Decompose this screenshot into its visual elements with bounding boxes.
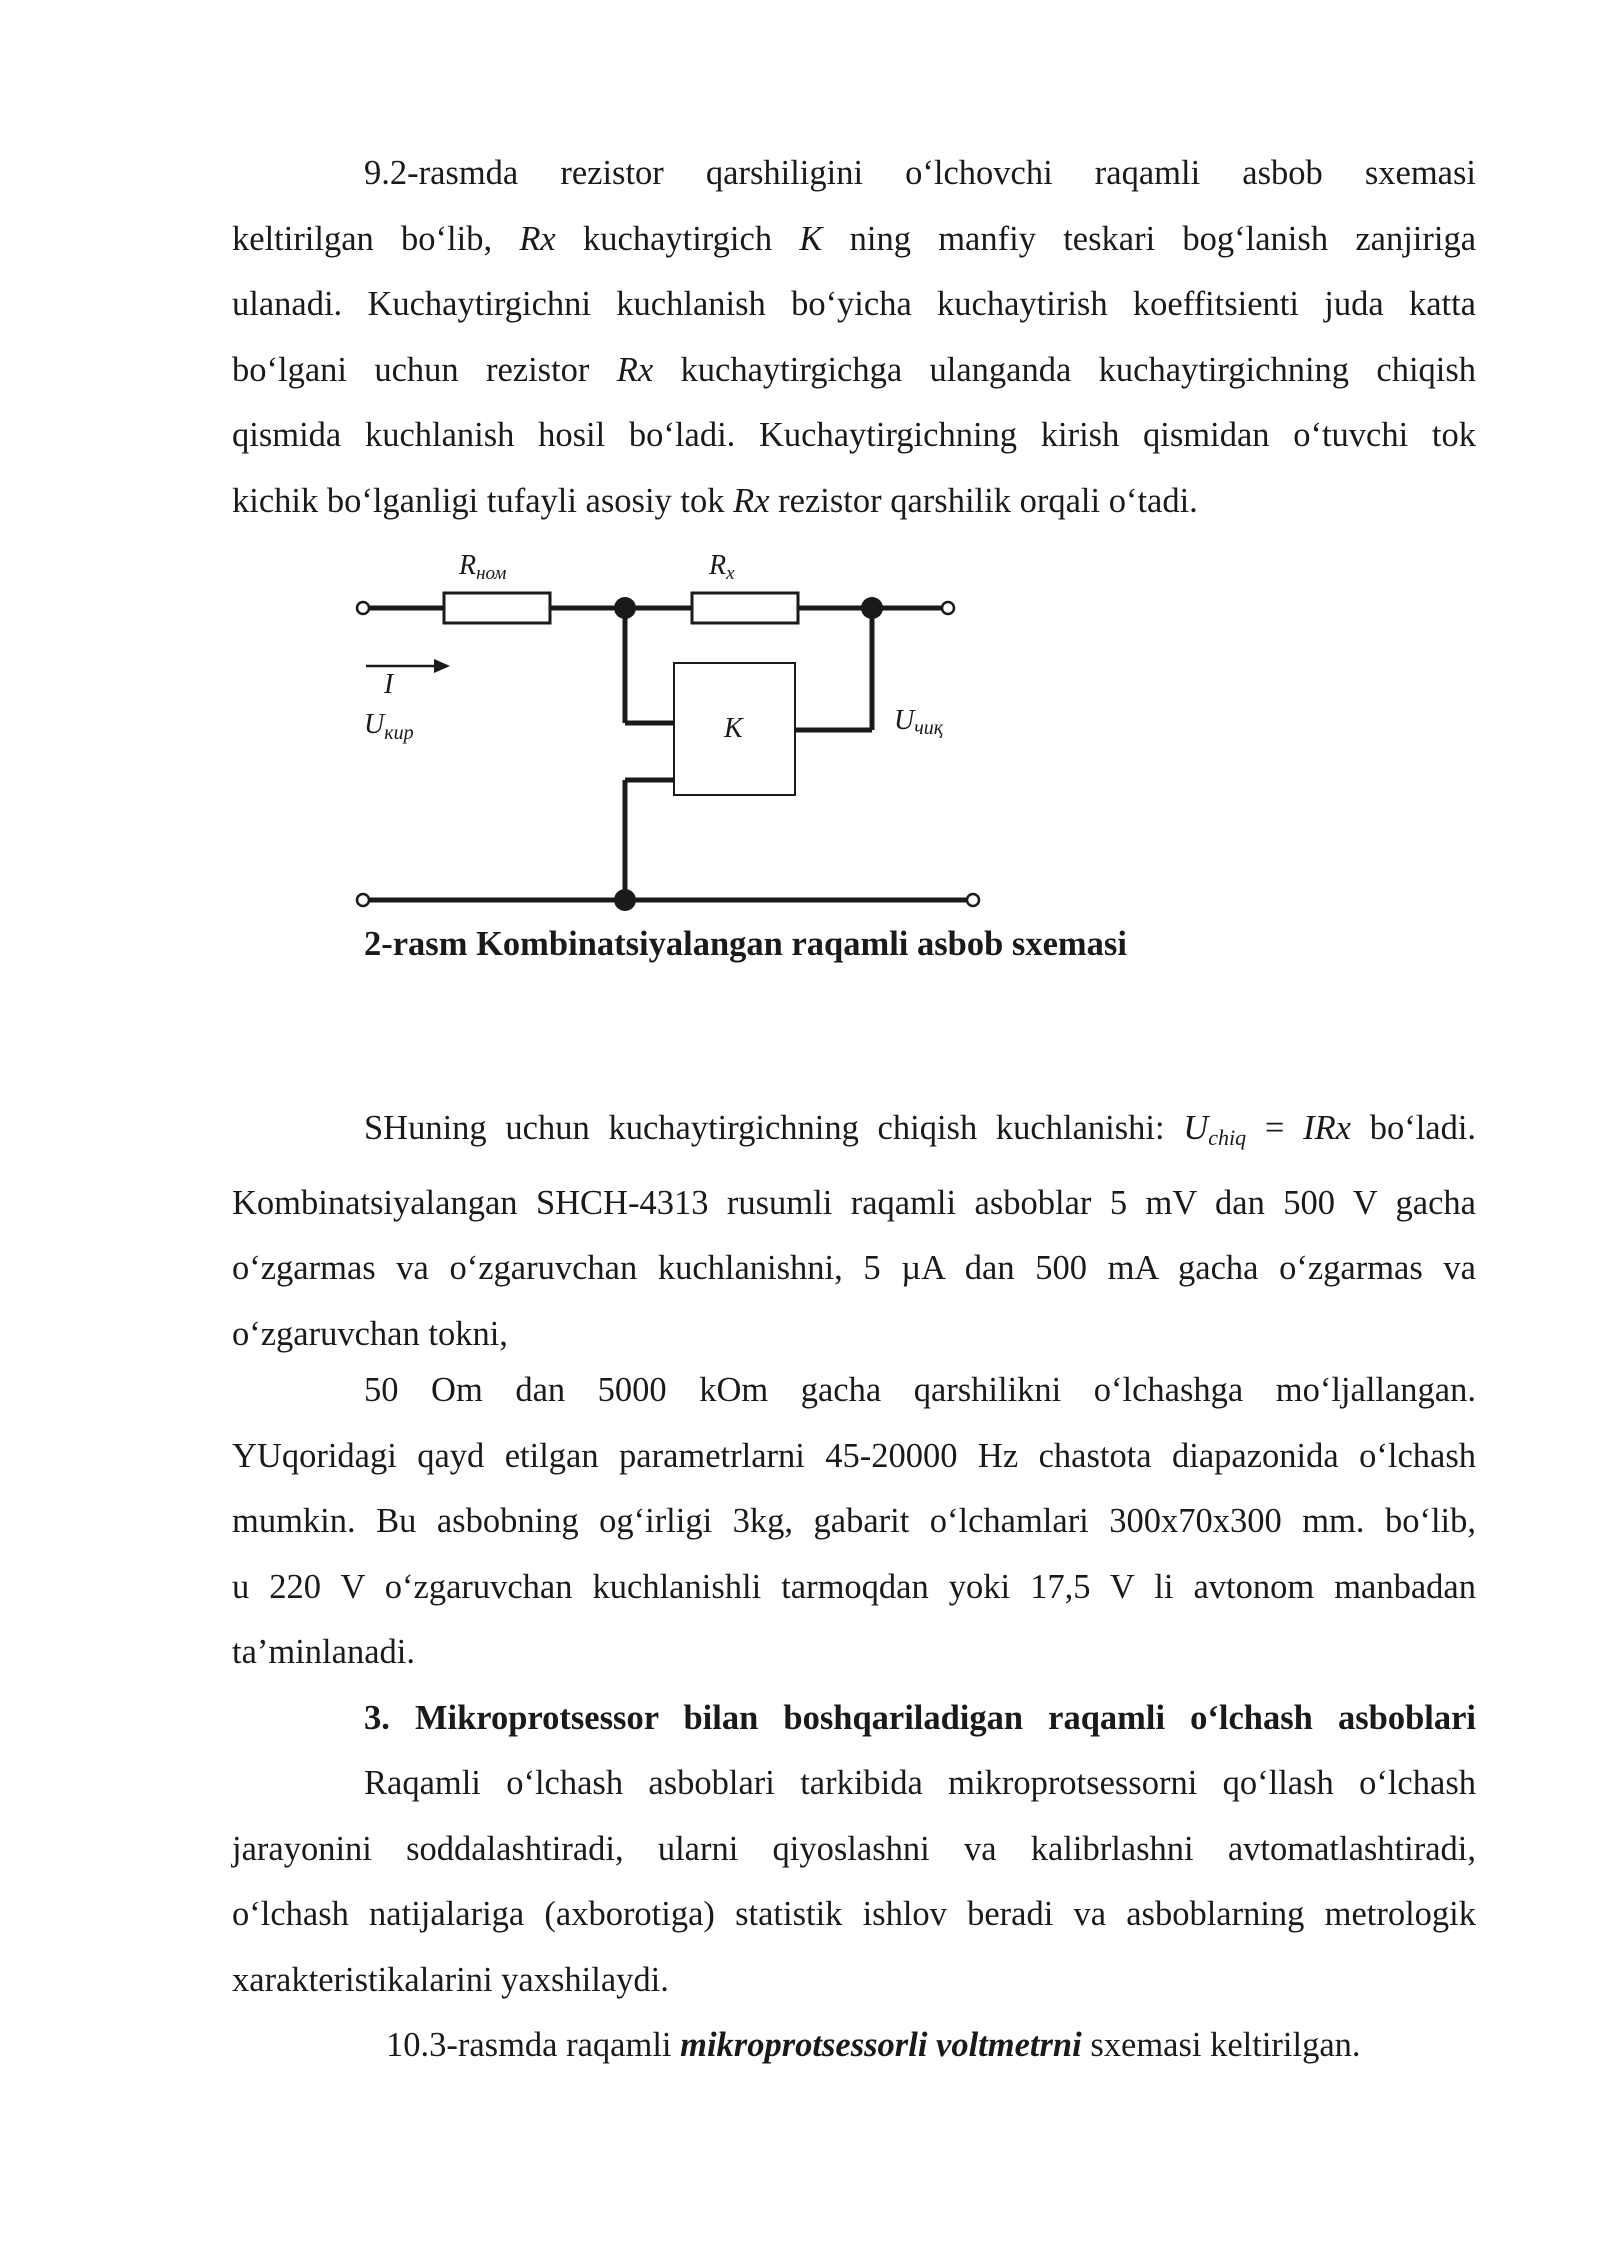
text-line — [386, 2013, 1486, 2079]
text-run: bo‘lgani uchun rezistor — [232, 350, 590, 389]
terminal — [357, 602, 369, 614]
text-line: 50 Om dan 5000 kOm gacha qarshilikni o‘lchashga mo‘ljallangan. — [364, 1371, 1476, 1409]
label-u-out — [894, 705, 944, 739]
resistor-rx — [692, 593, 798, 623]
text-line: 9.2-rasmda rezistor qarshiligini o‘lchovchi raqamli asbob sxemasi — [364, 154, 1476, 192]
text-line: xarakteristikalarini yaxshilaydi. — [232, 1960, 669, 1999]
text-run: sxemasi keltirilgan. — [1090, 2026, 1361, 2064]
text-run: kuchaytirgichga ulanganda kuchaytirgichning chiqish — [680, 350, 1477, 389]
text-run: kichik bo‘lganligi tufayli asosiy tok — [232, 481, 725, 520]
text-line: o‘zgarmas va o‘zgaruvchan kuchlanishni, 5 µA dan 500 mA gacha o‘zgarmas va — [232, 1249, 1476, 1287]
text-line: qismida kuchlanish hosil bo‘ladi. Kuchaytirgichning kirish qismidan o‘tuvchi tok — [232, 416, 1476, 454]
text-run: bo‘ladi. — [1369, 1109, 1477, 1147]
paragraph-figure-ref — [386, 2013, 1486, 2079]
text-run: kuchaytirgich — [583, 219, 773, 258]
label-main: U — [364, 709, 385, 740]
text-line: o‘zgaruvchan tokni, — [232, 1314, 508, 1353]
text-line: Kombinatsiyalangan SHCH-4313 rusumli raqamli asboblar 5 mV dan 500 V gacha — [232, 1183, 1476, 1222]
text-run: = — [1264, 1109, 1285, 1147]
text-run: keltirilgan bo‘lib, — [232, 219, 493, 258]
label-main: U — [894, 705, 915, 736]
heading-text: 3. Mikroprotsessor bilan boshqariladigan raqamli o‘lchash asboblari — [364, 1699, 1476, 1737]
label-rnom — [458, 550, 506, 584]
text-line: ulanadi. Kuchaytirgichni kuchlanish bo‘yicha kuchaytirish koeffitsienti juda katta — [232, 285, 1476, 323]
label-current: I — [384, 669, 394, 700]
resistor-rnom — [444, 593, 550, 623]
text-italic: Rx — [733, 481, 770, 520]
label-sub: кир — [384, 722, 414, 744]
junction-dot — [861, 597, 883, 619]
figure-caption: 2-rasm Kombinatsiyalangan raqamli asbob sxemasi — [364, 925, 1127, 963]
paragraph-microprocessor — [232, 1751, 1476, 2013]
terminal — [357, 894, 369, 906]
text-line — [232, 338, 1476, 404]
text-line: Raqamli o‘lchash asboblari tarkibida mikroprotsessorni qo‘llash o‘lchash — [364, 1764, 1476, 1802]
text-line: mumkin. Bu asbobning og‘irligi 3kg, gabarit o‘lchamlari 300x70x300 mm. bo‘lib, — [232, 1502, 1476, 1540]
terminal — [967, 894, 979, 906]
text-italic: Rx — [616, 350, 654, 389]
label-u-in — [364, 709, 414, 744]
text-line: jarayonini soddalashtiradi, ularni qiyoslashni va kalibrlashni avtomatlashtiradi, — [232, 1829, 1476, 1868]
text-bold-italic: mikroprotsessorli voltmetrni — [680, 2026, 1082, 2064]
circuit-diagram — [352, 548, 992, 928]
text-subscript: chiq — [1208, 1125, 1247, 1150]
label-rx — [708, 550, 735, 584]
paragraph-specs — [232, 1358, 1476, 1686]
paragraph-intro — [232, 141, 1476, 534]
arrow-head — [434, 659, 450, 673]
text-italic: Rx — [519, 219, 556, 258]
section-heading — [232, 1686, 1476, 1752]
text-line: o‘lchash natijalariga (axborotiga) statistik ishlov beradi va asboblarning metrologik — [232, 1895, 1476, 1933]
label-sub: чиқ — [914, 717, 944, 739]
junction-dot — [614, 889, 636, 911]
junction-dot — [614, 597, 636, 619]
text-italic: K — [799, 219, 823, 258]
text-italic: U — [1183, 1109, 1209, 1147]
label-main: R — [709, 550, 727, 581]
paragraph-output — [232, 1096, 1476, 1367]
text-italic: IRx — [1303, 1109, 1351, 1147]
text-line: ta’minlanadi. — [232, 1633, 415, 1671]
label-main: R — [459, 550, 477, 581]
text-run: 10.3-rasmda raqamli — [386, 2026, 672, 2064]
text-run: rezistor qarshilik orqali o‘tadi. — [778, 481, 1198, 520]
text-line: u 220 V o‘zgaruvchan kuchlanishli tarmoqdan yoki 17,5 V li avtonom manbadan — [232, 1567, 1476, 1606]
label-sub: ном — [476, 563, 507, 584]
text-line — [232, 1096, 1476, 1171]
text-line: YUqoridagi qayd etilgan parametrlarni 45-20000 Hz chastota diapazonida o‘lchash — [232, 1436, 1476, 1475]
label-amplifier: K — [724, 713, 743, 744]
text-run: SHuning uchun kuchaytirgichning chiqish kuchlanishi: — [364, 1109, 1165, 1147]
text-run: ning manfiy teskari bog‘lanish zanjiriga — [849, 219, 1477, 258]
terminal — [942, 602, 954, 614]
text-line — [232, 469, 1476, 535]
text-line — [232, 207, 1476, 273]
label-sub: x — [726, 563, 735, 584]
